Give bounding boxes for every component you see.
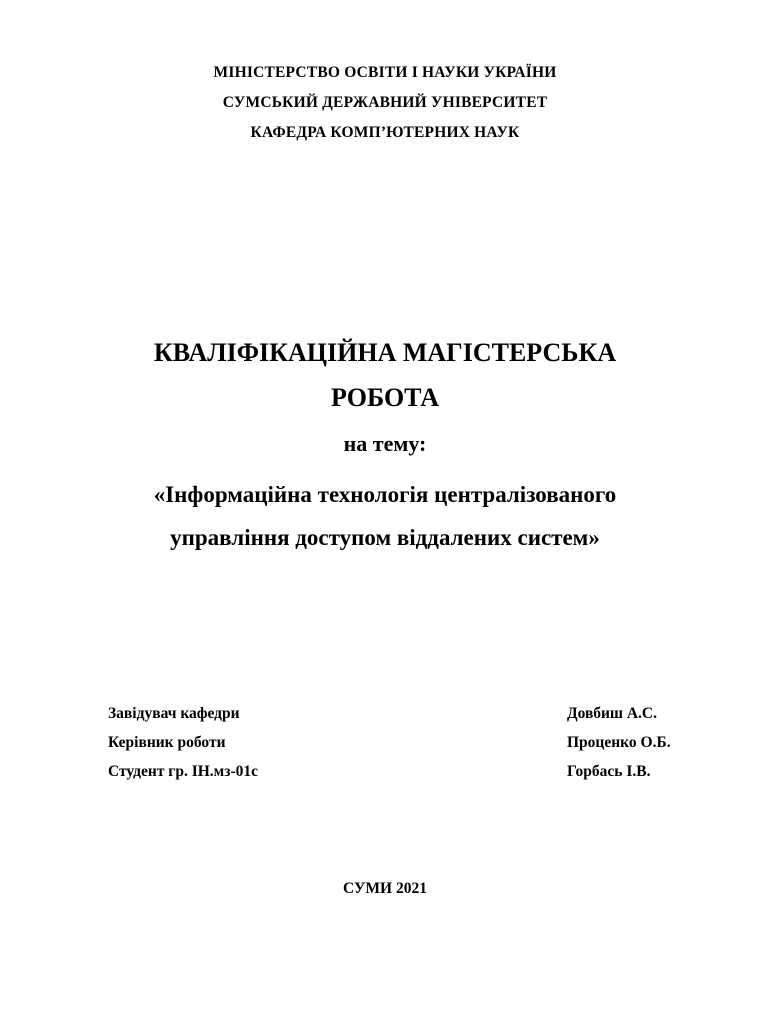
topic-line-2: управління доступом віддалених систем» (170, 525, 600, 550)
work-title-line-1: КВАЛІФІКАЦІЙНА МАГІСТЕРСЬКА (153, 338, 617, 367)
signature-name-head: Довбиш А.С. (567, 705, 657, 722)
university-heading: СУМСЬКИЙ ДЕРЖАВНИЙ УНІВЕРСИТЕТ (222, 94, 548, 111)
topic-label: на тему: (343, 431, 427, 456)
signature-name-supervisor: Проценко О.Б. (567, 734, 671, 751)
topic-line-1: «Інформаційна технологія централізованого (153, 482, 617, 507)
city-year: СУМИ 2021 (343, 880, 427, 897)
ministry-heading: МІНІСТЕРСТВО ОСВІТИ І НАУКИ УКРАЇНИ (213, 64, 557, 81)
work-title-line-2: РОБОТА (330, 383, 439, 412)
signature-role-supervisor: Керівник роботи (108, 734, 226, 751)
signature-role-student: Студент гр. ІН.мз-01с (108, 763, 259, 780)
signature-role-head: Завідувач кафедри (108, 705, 240, 722)
department-heading: КАФЕДРА КОМП’ЮТЕРНИХ НАУК (250, 124, 520, 141)
signature-name-student: Горбась І.В. (567, 763, 651, 780)
